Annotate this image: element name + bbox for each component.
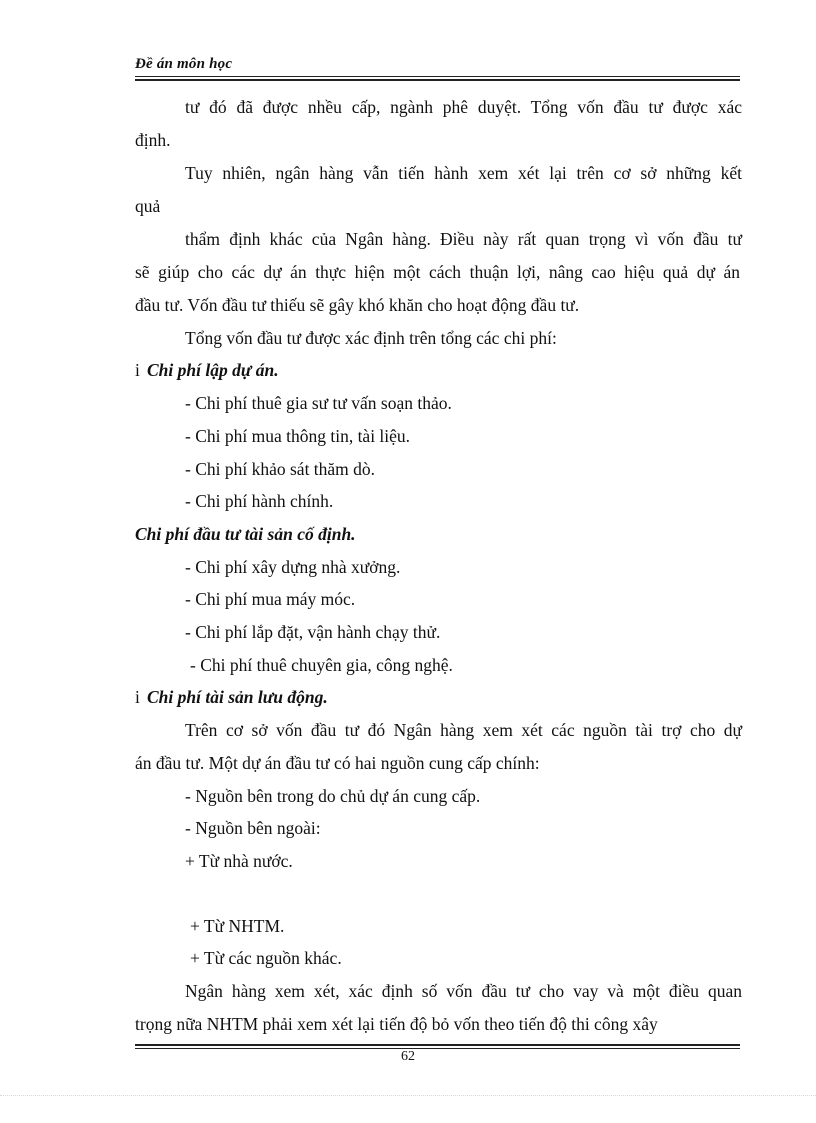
section-heading: Chi phí lập dự án. — [147, 360, 279, 380]
page-number: 62 — [401, 1049, 415, 1064]
list-item: - Chi phí hành chính. — [185, 491, 334, 511]
body-line: Ngân hàng xem xét, xác định số vốn đầu tư cho vay và một điều quan — [185, 981, 742, 1001]
list-item: - Nguồn bên trong do chủ dự án cung cấp. — [185, 786, 481, 806]
header-title: Đề án môn học — [135, 56, 233, 72]
footer-rule-top — [135, 1044, 740, 1046]
body-line: Trên cơ sở vốn đầu tư đó Ngân hàng xem xét các nguồn tài trợ cho dự — [185, 720, 742, 740]
list-item: + Từ NHTM. — [190, 916, 285, 936]
section-heading: Chi phí đầu tư tài sản cố định. — [135, 524, 356, 544]
list-item: - Nguồn bên ngoài: — [185, 818, 321, 838]
list-item: - Chi phí xây dựng nhà xưởng. — [185, 557, 401, 577]
body-line: Tổng vốn đầu tư được xác định trên tổng các chi phí: — [185, 328, 557, 348]
list-item: - Chi phí lắp đặt, vận hành chạy thử. — [185, 622, 441, 642]
header-rule-bottom — [135, 79, 740, 81]
list-item: - Chi phí thuê gia sư tư vấn soạn thảo. — [185, 393, 452, 413]
body-line: đầu tư. Vốn đầu tư thiếu sẽ gây khó khăn cho hoạt động đầu tư. — [135, 295, 580, 315]
list-item: + Từ các nguồn khác. — [190, 948, 342, 968]
bullet-marker: i — [135, 360, 140, 380]
body-line: trọng nữa NHTM phải xem xét lại tiến độ bỏ vốn theo tiến độ thi công xây — [135, 1014, 658, 1034]
list-item: - Chi phí mua máy móc. — [185, 589, 356, 609]
list-item: + Từ nhà nước. — [185, 851, 293, 871]
body-line: sẽ giúp cho các dự án thực hiện một cách thuận lợi, nâng cao hiệu quả dự án — [135, 262, 740, 282]
list-item: - Chi phí khảo sát thăm dò. — [185, 459, 376, 479]
body-line: định. — [135, 130, 171, 150]
list-item: - Chi phí thuê chuyên gia, công nghệ. — [190, 655, 453, 675]
header-rule-top — [135, 76, 740, 77]
body-line: quả — [135, 196, 161, 216]
section-heading: Chi phí tài sản lưu động. — [147, 687, 328, 707]
body-line: tư đó đã được nhều cấp, ngành phê duyệt. Tổng vốn đầu tư được xác — [185, 97, 742, 117]
page-edge-divider — [0, 1095, 816, 1096]
body-line: thẩm định khác của Ngân hàng. Điều này rất quan trọng vì vốn đầu tư — [185, 229, 742, 249]
list-item: - Chi phí mua thông tin, tài liệu. — [185, 426, 411, 446]
body-line: Tuy nhiên, ngân hàng vẫn tiến hành xem xét lại trên cơ sở những kết — [185, 163, 742, 183]
bullet-marker: i — [135, 687, 140, 707]
body-line: án đầu tư. Một dự án đầu tư có hai nguồn cung cấp chính: — [135, 753, 540, 773]
